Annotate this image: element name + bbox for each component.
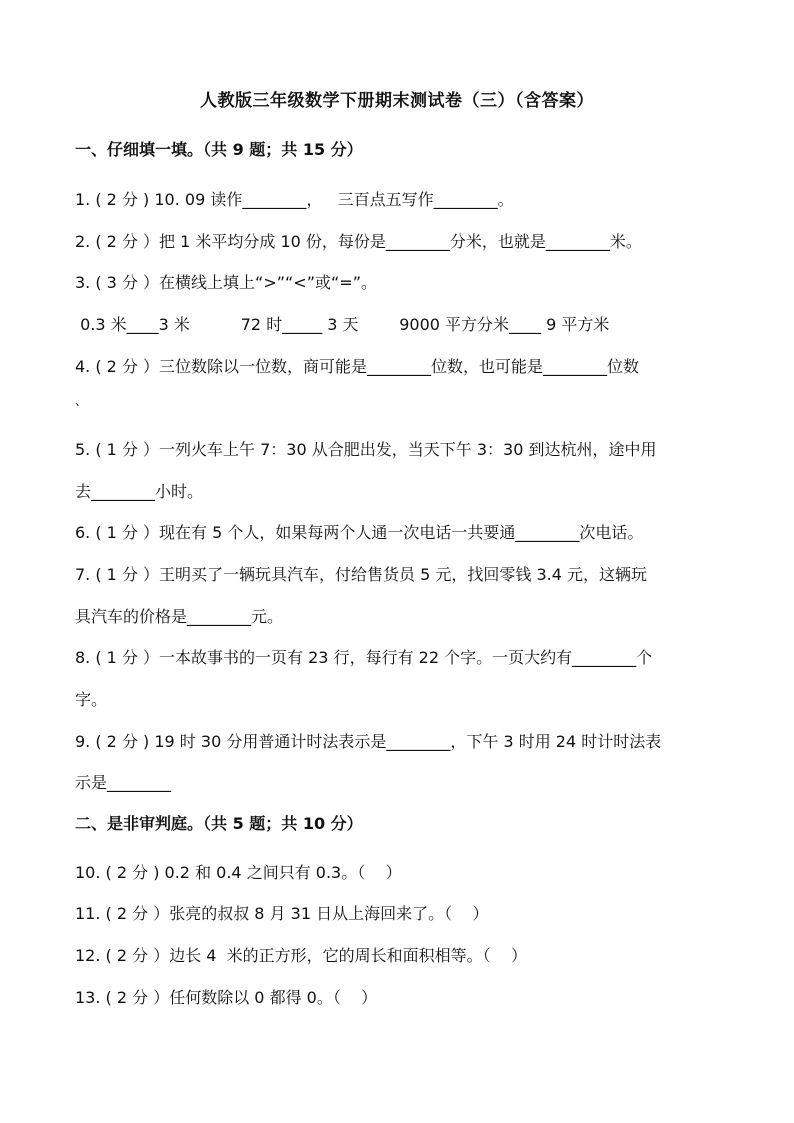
section-heading-2: 二、是非审判庭。（共 5 题；共 10 分） [75, 814, 363, 833]
question-13: 13. ( 2 分 ）任何数除以 0 都得 0。（ ） [75, 988, 378, 1007]
question-8-cont: 字。 [75, 690, 108, 709]
question-1: 1. ( 2 分 ) 10. 09 读作________， 三百点五写作________。 [75, 190, 514, 209]
question-4-mark: 、 [75, 394, 88, 408]
question-9-cont: 示是________ [75, 773, 172, 792]
question-9: 9. ( 2 分 ) 19 时 30 分用普通计时法表示是________，下午 3 时用 24 时计时法表 [75, 732, 662, 751]
question-2: 2. ( 2 分 ）把 1 米平均分成 10 份，每份是________分米，也就是________米。 [75, 232, 642, 251]
question-8: 8. ( 1 分 ）一本故事书的一页有 23 行，每行有 22 个字。一页大约有________个 [75, 648, 653, 667]
question-7-cont: 具汽车的价格是________元。 [75, 607, 284, 626]
section-heading-1: 一、仔细填一填。（共 9 题；共 15 分） [75, 140, 363, 159]
question-10: 10. ( 2 分 ) 0.2 和 0.4 之间只有 0.3。（ ） [75, 863, 402, 882]
question-11: 11. ( 2 分 ）张亮的叔叔 8 月 31 日从上海回来了。（ ） [75, 904, 489, 923]
question-12: 12. ( 2 分 ）边长 4 米的正方形，它的周长和面积相等。（ ） [75, 946, 527, 965]
question-6: 6. ( 1 分 ）现在有 5 个人，如果每两个人通一次电话一共要通________次电话。 [75, 523, 644, 542]
question-4: 4. ( 2 分 ）三位数除以一位数，商可能是________位数，也可能是________位数 [75, 357, 640, 376]
question-5: 5. ( 1 分 ）一列火车上午 7：30 从合肥出发，当天下午 3：30 到达杭州，途中用 [75, 440, 657, 459]
question-3: 3. ( 3 分 ）在横线上填上“>”“<”或“=”。 [75, 273, 377, 292]
page-title: 人教版三年级数学下册期末测试卷（三）（含答案） [200, 91, 594, 111]
question-5-cont: 去________小时。 [75, 482, 204, 501]
question-7: 7. ( 1 分 ）王明买了一辆玩具汽车，付给售货员 5 元，找回零钱 3.4 元，这辆玩 [75, 565, 648, 584]
question-3-items: 0.3 米____3 米 72 时_____ 3 天 9000 平方分米____ 9 平方米 [75, 315, 610, 334]
